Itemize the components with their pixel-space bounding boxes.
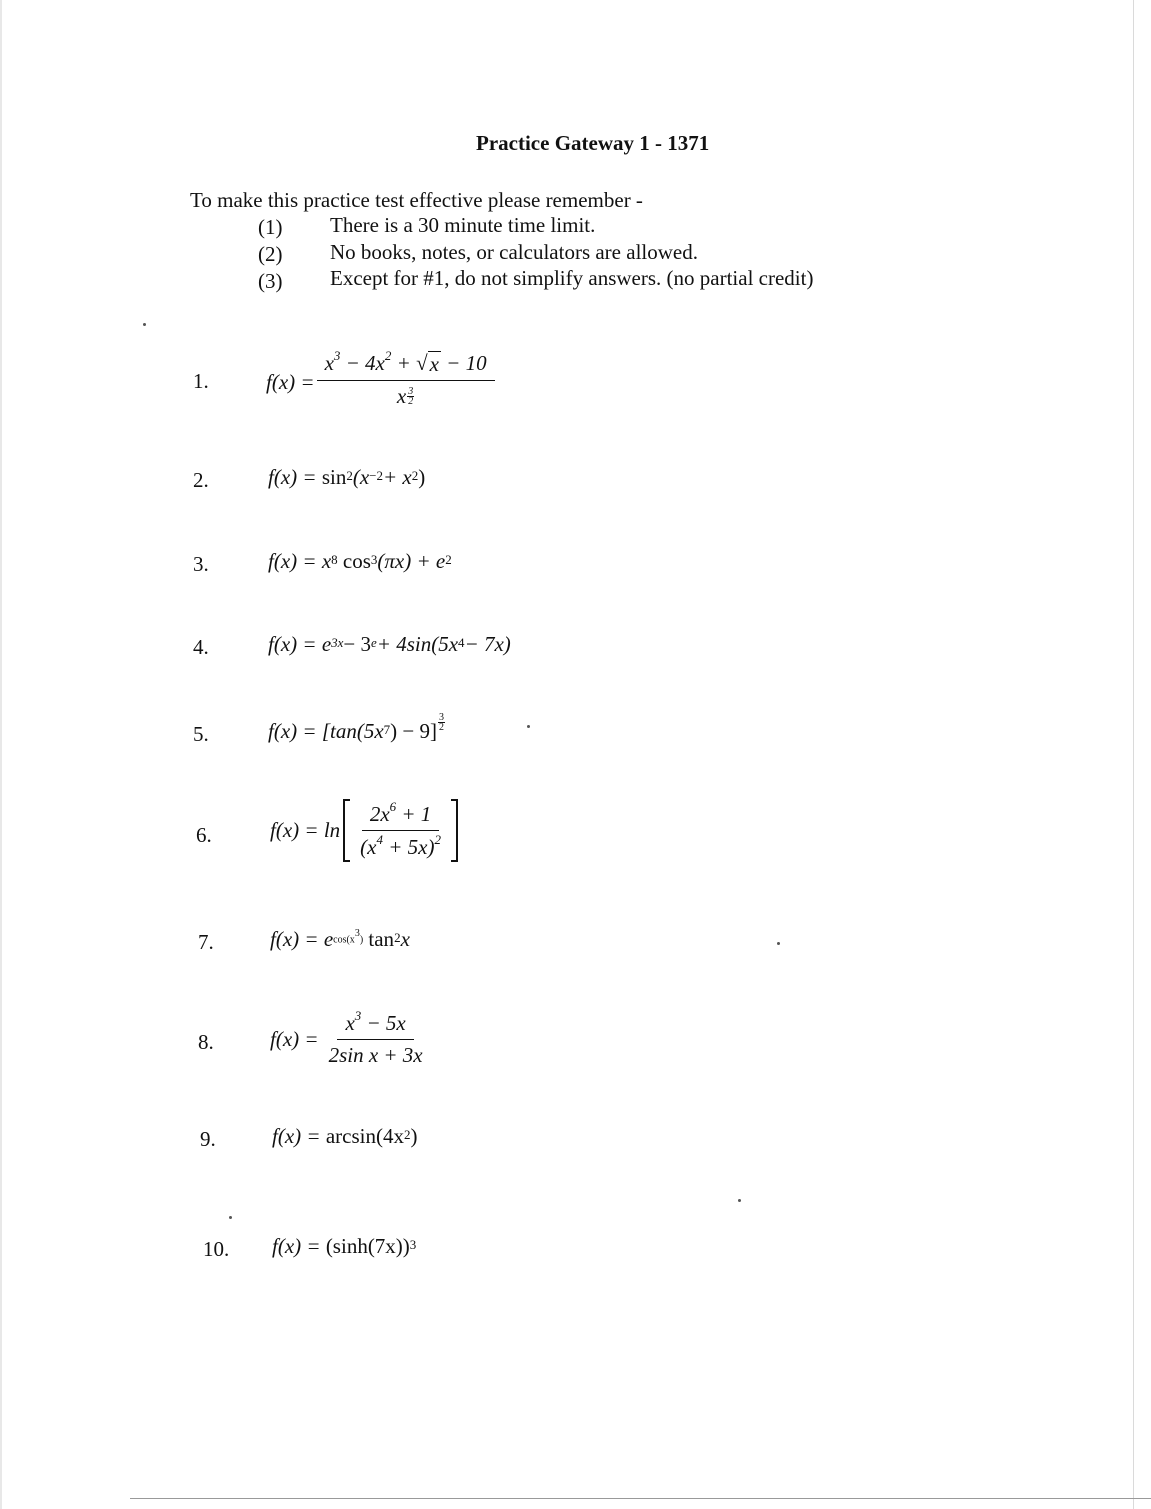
exponent: 4 <box>376 832 383 847</box>
exponent: 8 <box>331 551 338 567</box>
exponent: 2 <box>434 832 441 847</box>
problem-9-expression <box>272 1124 417 1149</box>
exponent: 2 <box>403 1126 411 1142</box>
problem-number: 3. <box>193 552 209 576</box>
exponent-text: ) <box>359 934 364 946</box>
term: ) − 9] <box>390 719 437 743</box>
problem-number: 4. <box>193 635 209 659</box>
term: ) <box>418 465 426 489</box>
fraction-denominator <box>389 381 422 415</box>
function-lhs: f(x) = ln <box>270 818 341 842</box>
term: arcsin(4x <box>325 1124 404 1148</box>
term: sin <box>321 465 347 489</box>
term: − 5x <box>361 1011 406 1035</box>
fractional-exponent <box>407 387 414 406</box>
term: − 7x) <box>464 632 511 656</box>
nested-exponent: 3 <box>354 927 360 939</box>
rule-number: (1) <box>258 215 283 239</box>
exponent: 2 <box>384 348 392 363</box>
exponent: 4 <box>458 634 465 650</box>
term: − 3 <box>343 632 372 656</box>
term: (x <box>360 835 377 859</box>
term: (x <box>352 465 370 489</box>
term: (πx) + e <box>377 549 446 573</box>
problem-8-expression <box>270 1010 433 1068</box>
problem-number: 2. <box>193 468 209 492</box>
problem-10-expression <box>272 1234 416 1259</box>
problem-number: 6. <box>196 823 212 847</box>
function-lhs: f(x) = <box>270 1026 319 1051</box>
problem-6-expression <box>270 799 458 862</box>
exponent: 2 <box>411 467 419 483</box>
term: + 1 <box>396 802 432 826</box>
exponent-numerator: 3 <box>438 712 444 723</box>
rule-number: (2) <box>258 242 283 266</box>
exponent: 6 <box>389 799 397 814</box>
term: + 5x) <box>382 835 435 859</box>
fraction <box>352 801 449 860</box>
scan-speck <box>738 1199 741 1202</box>
term: − 4x <box>340 351 385 375</box>
term: 2x <box>369 802 390 826</box>
term: x <box>400 927 410 951</box>
function-lhs: f(x) = <box>268 632 317 656</box>
scan-right-edge <box>1133 0 1134 1509</box>
exponent-denominator: 2 <box>438 722 444 733</box>
radicand: x <box>429 352 439 376</box>
exponent: 3 <box>370 551 378 567</box>
fraction <box>317 350 495 415</box>
exponent: 3 <box>409 1236 417 1252</box>
exponent: 7 <box>383 721 391 737</box>
function-lhs: f(x) = <box>272 1234 321 1258</box>
exponent: e <box>371 634 377 650</box>
fraction <box>321 1010 431 1068</box>
function-lhs: f(x) = <box>268 465 317 489</box>
problem-number: 1. <box>193 369 209 393</box>
fraction-numerator <box>337 1010 413 1040</box>
problem-3-expression <box>268 549 452 574</box>
radical-sign: √ <box>416 351 428 375</box>
page-title: Practice Gateway 1 - 1371 <box>476 131 710 155</box>
exponent: −2 <box>369 467 383 483</box>
rule-text: Except for #1, do not simplify answers. (no partial credit) <box>330 266 814 290</box>
scan-speck <box>143 323 146 326</box>
function-lhs: f(x) = <box>268 719 317 743</box>
exponent: 3 <box>354 1008 362 1023</box>
term: + 4sin(5x <box>376 632 459 656</box>
term: cos <box>342 549 371 573</box>
function-lhs: f(x) = <box>268 549 317 573</box>
exponent-denominator: 2 <box>408 396 414 407</box>
function-lhs: f(x) = <box>272 1124 321 1148</box>
exponent: 2 <box>394 929 401 945</box>
scan-speck <box>777 942 780 945</box>
problem-number: 8. <box>198 1030 214 1054</box>
problem-number: 9. <box>200 1127 216 1151</box>
term: + <box>391 351 417 375</box>
square-root <box>416 351 441 377</box>
term: x <box>396 384 407 408</box>
term: x <box>324 351 334 375</box>
term: e <box>323 927 334 951</box>
problem-number: 5. <box>193 722 209 746</box>
exponent-text: cos(x <box>333 934 355 946</box>
scan-speck <box>229 1216 232 1219</box>
term: + x <box>383 465 412 489</box>
scan-left-edge <box>0 0 2 1509</box>
rule-text: There is a 30 minute time limit. <box>330 213 596 237</box>
exponent: 2 <box>346 467 353 483</box>
function-lhs: f(x) = <box>266 370 315 394</box>
term: (sinh(7x)) <box>325 1234 410 1258</box>
exponent-numerator: 3 <box>408 386 414 397</box>
term: x <box>345 1011 355 1035</box>
problem-5-expression <box>268 712 445 744</box>
term: − 10 <box>440 351 487 375</box>
exponent: 3x <box>331 634 344 650</box>
fraction-numerator <box>317 350 495 381</box>
problem-number: 10. <box>203 1237 230 1261</box>
scan-bottom-line <box>130 1498 1151 1499</box>
fraction-numerator <box>362 801 440 831</box>
function-lhs: f(x) = <box>270 927 319 951</box>
rule-text: No books, notes, or calculators are allowed. <box>330 240 698 264</box>
rule-number: (3) <box>258 269 283 293</box>
problem-number: 7. <box>198 930 214 954</box>
problem-2-expression <box>268 465 425 490</box>
square-bracket <box>343 799 458 862</box>
term: ) <box>410 1124 418 1148</box>
exponent: 3 <box>333 348 341 363</box>
term: e <box>321 632 332 656</box>
term: tan <box>368 927 395 951</box>
fraction-denominator: 2sin x + 3x <box>328 1043 423 1067</box>
intro-text: To make this practice test effective please remember - <box>190 188 643 212</box>
term: [tan(5x <box>321 719 384 743</box>
fraction-denominator <box>352 831 449 860</box>
fractional-exponent <box>438 713 445 732</box>
term: x <box>321 549 332 573</box>
exponent <box>333 927 364 946</box>
problem-1-expression <box>266 350 497 415</box>
exponent: 2 <box>445 551 452 567</box>
problem-7-expression <box>270 927 410 952</box>
scan-speck <box>527 725 530 728</box>
problem-4-expression <box>268 632 511 657</box>
